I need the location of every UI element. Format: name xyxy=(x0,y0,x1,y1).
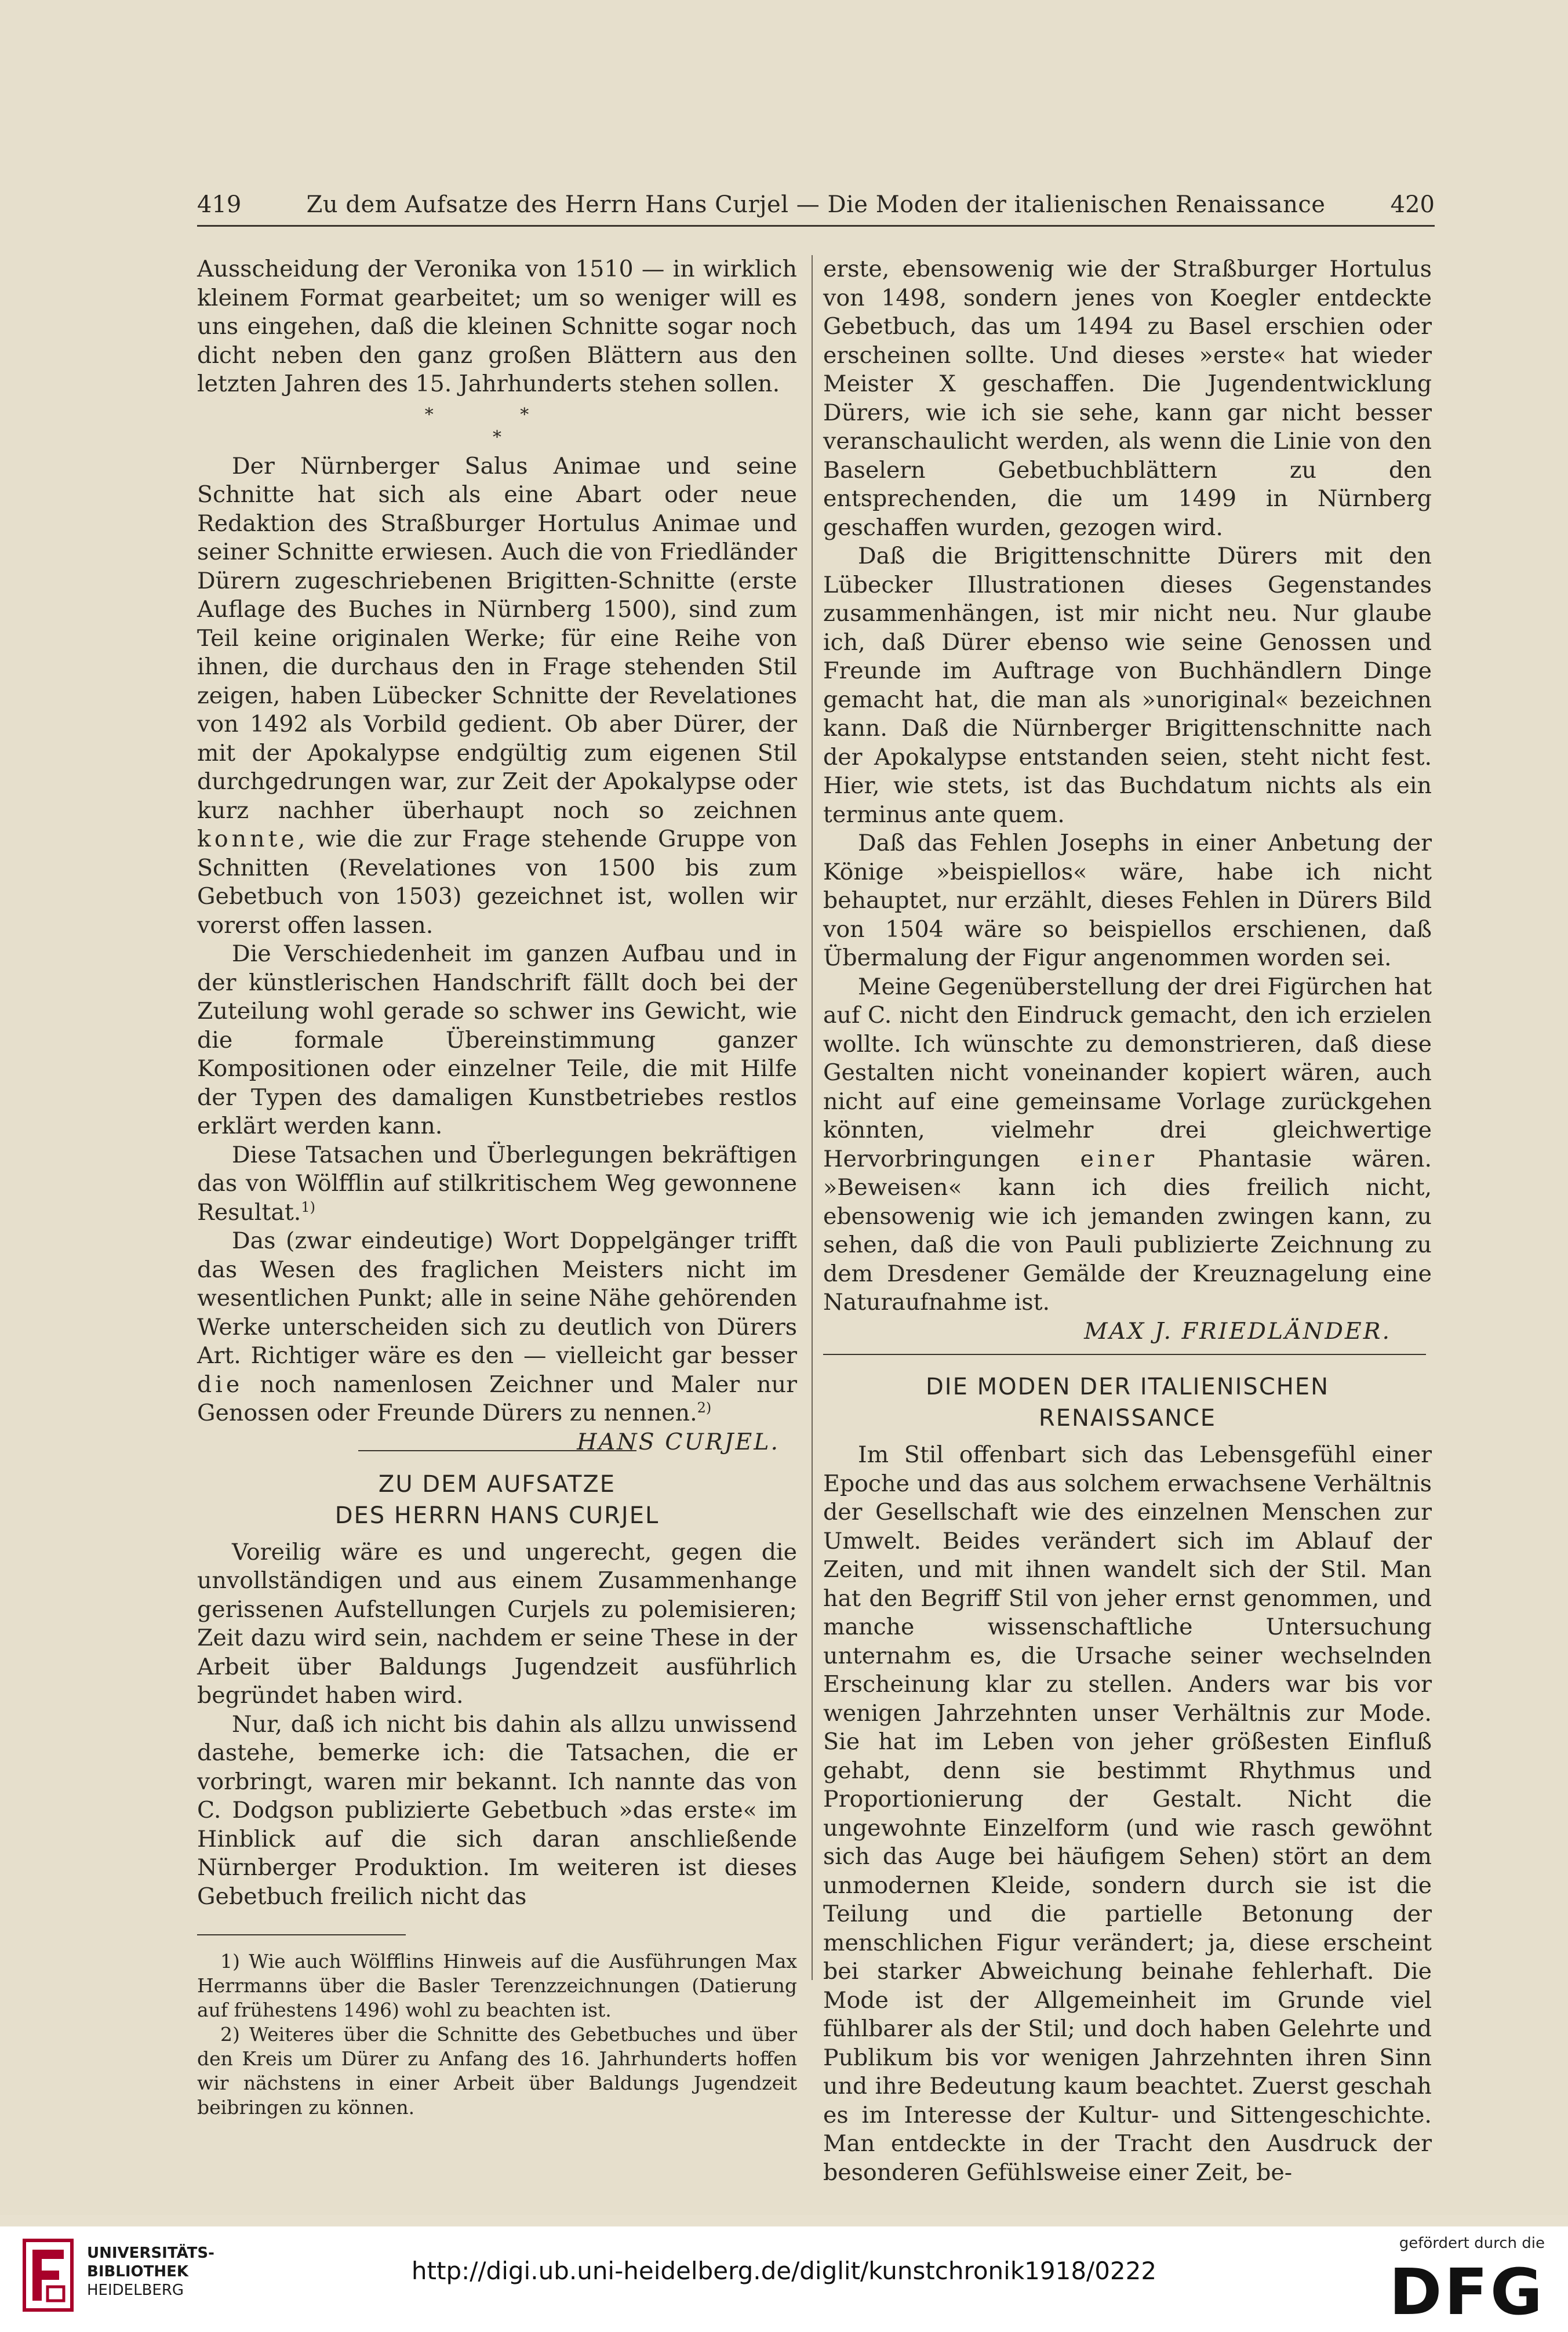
signature: HANS CURJEL. xyxy=(577,1428,780,1455)
right-column xyxy=(823,255,1432,2187)
library-name-line: BIBLIOTHEK xyxy=(87,2263,189,2280)
dfg-logo: DFG xyxy=(1389,2255,1545,2329)
text-run: , wie die zur Frage stehende Gruppe von Schnitten (Revelationes von 1500 bis zum Gebetbuch von 1503) gezeichnet ist, wollen wir vorerst offen lassen. xyxy=(197,826,797,939)
footnote-ref: 1) xyxy=(301,1198,315,1215)
spaced-word: einer xyxy=(1080,1145,1158,1172)
library-name-line: UNIVERSITÄTS- xyxy=(87,2244,214,2262)
footnotes xyxy=(197,1949,797,2120)
viewer-footer xyxy=(0,2226,1568,2332)
running-header xyxy=(197,184,1435,225)
paragraph: Daß die Brigittenschnitte Dürers mit den Lübecker Illustrationen dieses Gegenstandes zusammenhängen, ist mir nicht neu. Nur glaube ich, daß Dürer ebenso wie seine Genossen und Freunde im Auftrage von Buchhändlern Dinge gemacht hat, die man als »unoriginal« bezeichnen kann. Daß die Nürnberger Brigittenschnitte nach der Apokalypse entstanden seien, steht nicht fest. Hier, wie stets, ist das Buchdatum nichts als ein terminus ante quem. xyxy=(823,543,1432,828)
article-title xyxy=(823,1371,1432,1434)
page-number-left: 419 xyxy=(197,191,242,218)
text-run: Phantasie wären. »Beweisen« kann ich dies freilich nicht, ebensowenig wie ich jemanden zwingen kann, zu sehen, daß die von Pauli publizierte Zeichnung zu dem Dresdener Gemälde der Kreuznagelung eine Naturaufnahme ist. xyxy=(823,1145,1432,1316)
header-rule xyxy=(197,225,1435,227)
text-run: Das (zwar eindeutige) Wort Doppelgänger trifft das Wesen des fraglichen Meisters nicht im wesentlichen Punkt; alle in seine Nähe gehörenden Werke unterscheiden sich zu deutlich von Dürers Art. Richtiger wäre es den — vielleicht gar besser xyxy=(197,1227,797,1369)
funding-caption: gefördert durch die xyxy=(1399,2235,1545,2252)
section-rule xyxy=(823,1354,1426,1355)
library-name-line: HEIDELBERG xyxy=(87,2282,184,2299)
article-title xyxy=(197,1469,797,1531)
title-line: ZU DEM AUFSATZE xyxy=(378,1470,616,1498)
paragraph xyxy=(823,973,1432,1317)
footnote: 2) Weiteres über die Schnitte des Gebetbuches und über den Kreis um Dürer zu Anfang des 16. Jahrhunderts hoffen wir nächstens in einer Arbeit über Baldungs Jugendzeit beibringen zu können. xyxy=(197,2023,797,2119)
spaced-word: konnte xyxy=(197,826,298,852)
left-column xyxy=(197,255,797,2120)
paragraph xyxy=(197,1141,797,1227)
text-run: noch namenlosen Zeichner und Maler nur Genossen oder Freunde Dürers zu nennen. xyxy=(197,1371,797,1426)
text-run: Meine Gegenüberstellung der drei Figürchen hat auf C. nicht den Eindruck gemacht, den ich erzielen wollte. Ich wünschte zu demonstrieren, daß diese Gestalten nicht voneinander kopiert wären, auch nicht auf eine gemeinsame Vorlage zurückgehen könnten, vielmehr drei gleichwertige Hervorbringungen xyxy=(823,973,1432,1172)
column-divider xyxy=(812,255,813,1980)
footnote-rule xyxy=(197,1934,406,1935)
paragraph: Im Stil offenbart sich das Lebensgefühl einer Epoche und das aus solchem erwachsene Verhältnis der Gesellschaft wie des einzelnen Menschen zur Umwelt. Beides verändert sich im Ablauf der Zeiten, und mit ihnen wandelt sich der Stil. Man hat den Begriff Stil von jeher ernst genommen, und manche wissenschaftliche Untersuchung unternahm es, die Ursache seiner wechselnden Erscheinung klar zu stellen. Anders war bis vor wenigen Jahrzehnten unser Verhältnis zur Mode. Sie hat im Leben von jeher größesten Einfluß gehabt, denn sie bestimmt Rhythmus und Proportionierung der Gestalt. Nicht die ungewohnte Einzelform (und wie rasch gewöhnt sich das Auge bei häufigem Sehen) stört an dem unmodernen Kleide, sondern durch sie ist die Teilung und die partielle Betonung der menschlichen Figur verändert; ja, diese erscheint bei starker Abweichung beinahe fehlerhaft. Die Mode ist der Allgemeinheit im Grunde viel fühlbarer als der Stil; und doch haben Gelehrte und Publikum bis vor wenigen Jahrzehnten ihren Sinn und ihre Bedeutung kaum beachtet. Zuerst geschah es im Interesse der Kultur- und Sittengeschichte. Man entdeckte in der Tracht den Ausdruck der besonderen Gefühlsweise einer Zeit, be- xyxy=(823,1441,1432,2186)
signature: MAX J. FRIEDLÄNDER. xyxy=(1084,1317,1391,1345)
section-star: * xyxy=(493,427,501,448)
text-run: Diese Tatsachen und Überlegungen bekräftigen das von Wölfflin auf stilkritischem Weg gewonnene Resultat. xyxy=(197,1141,797,1226)
title-line: RENAISSANCE xyxy=(1038,1405,1217,1432)
footnote-ref: 2) xyxy=(697,1399,712,1416)
page-number-right: 420 xyxy=(1390,191,1435,218)
paragraph: Nur, daß ich nicht bis dahin als allzu unwissend dastehe, bemerke ich: die Tatsachen, die er vorbringt, waren mir bekannt. Ich nannte das von C. Dodgson publizierte Gebetbuch »das erste« im Hinblick auf die sich daran anschließende Nürnberger Produktion. Im weiteren ist dieses Gebetbuch freilich nicht das xyxy=(197,1710,797,1910)
text-run: Der Nürnberger Salus Animae und seine Schnitte hat sich als eine Abart oder neue Redaktion des Straßburger Hortulus Animae und seiner Schnitte erwiesen. Auch die von Friedländer Dürern zugeschriebenen Brigitten-Schnitte (erste Auflage des Buches in Nürnberg 1500), sind zum Teil keine originalen Werke; für eine Reihe von ihnen, die durchaus den in Frage stehenden Stil zeigen, haben Lübecker Schnitte der Revelationes von 1492 als Vorbild gedient. Ob aber Dürer, der mit der Apokalypse endgültig zum eigenen Stil durchgedrungen war, zur Zeit der Apokalypse oder kurz nachher überhaupt noch so zeichnen xyxy=(197,452,797,824)
spaced-word: die xyxy=(197,1371,243,1398)
paragraph: Die Verschiedenheit im ganzen Aufbau und in der künstlerischen Handschrift fällt doch bei der Zuteilung wohl gerade so schwer ins Gewicht, wie die formale Übereinstimmung ganzer Kompositionen oder einzelner Teile, die mit Hilfe der Typen des damaligen Kunstbetriebes restlos erklärt werden kann. xyxy=(197,940,797,1139)
paragraph xyxy=(197,1227,797,1455)
paragraph xyxy=(197,452,797,940)
running-title: Zu dem Aufsatze des Herrn Hans Curjel — Die Moden der italienischen Renaissance xyxy=(306,191,1326,218)
section-stars: * * xyxy=(424,404,570,425)
footnote: 1) Wie auch Wölfflins Hinweis auf die Ausführungen Max Herrmanns über die Basler Terenzzeichnungen (Datierung auf frühestens 1496) wohl zu beachten ist. xyxy=(197,1950,797,2021)
paragraph: Voreilig wäre es und ungerecht, gegen die unvollständigen und aus einem Zusammenhange gerissenen Aufstellungen Curjels zu polemisieren; Zeit dazu wird sein, nachdem er seine These in der Arbeit über Baldungs Jugendzeit ausführlich begründet haben wird. xyxy=(197,1538,797,1709)
paragraph: Daß das Fehlen Josephs in einer Anbetung der Könige »beispiellos« wäre, habe ich nicht behauptet, nur erzählt, dieses Fehlen in Dürers Bild von 1504 wäre so beispiellos erschienen, daß Übermalung der Figur angenommen worden sei. xyxy=(823,830,1432,971)
title-line: DES HERRN HANS CURJEL xyxy=(334,1502,660,1529)
paragraph: Ausscheidung der Veronika von 1510 — in wirklich kleinem Format gearbeitet; um so weniger will es uns eingehen, daß die kleinen Schnitte sogar noch dicht neben den ganz großen Blättern aus den letzten Jahren des 15. Jahrhunderts stehen sollen. xyxy=(197,256,797,397)
source-url-link[interactable]: http://digi.ub.uni-heidelberg.de/diglit/kunstchronik1918/0222 xyxy=(411,2257,1157,2285)
paragraph: erste, ebensowenig wie der Straßburger Hortulus von 1498, sondern jenes von Koegler entdeckte Gebetbuch, das um 1494 zu Basel erschien oder erscheinen sollte. Und dieses »erste« hat wieder Meister X geschaffen. Die Jugendentwicklung Dürers, wie ich sie sehe, kann gar nicht besser veranschaulicht werden, als wenn die Linie von den Baselern Gebetbuchblättern zu den entsprechenden, die um 1499 in Nürnberg geschaffen wurden, gezogen wird. xyxy=(823,256,1432,541)
title-line: DIE MODEN DER ITALIENISCHEN xyxy=(925,1374,1330,1400)
